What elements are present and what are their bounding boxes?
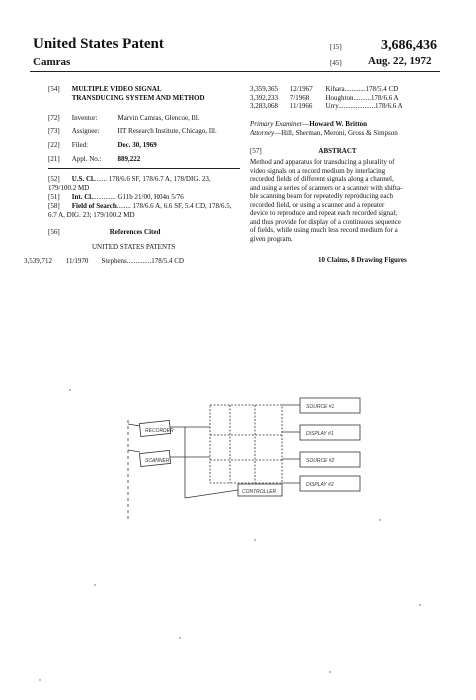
abstract-heading: ABSTRACT [318,147,357,155]
figure-controller-box [238,484,282,496]
field-52: [52] U.S. Cl........ 178/6.6 SF, 178/6.7 A, 178/DIG. 23, 179/100.2 MD [48,175,211,192]
field-56-code: [56] [48,228,60,236]
field-58: [58] Field of Search........ 178/6.6 A, 6.6 SF, 5.4 CD, 178/6.5, 6.7 A, DIG. 23; 179/100.2 MD [48,202,232,219]
examiner-label: Primary Examiner [250,120,303,128]
claims-count: 10 Claims, 8 Drawing Figures [318,256,407,264]
header-rule [30,71,440,72]
field-52-value: 178/6.6 SF, 178/6.7 A, 178/DIG. 23, 179/100.2 MD [48,175,211,192]
abstract-line: Method and apparatus for transducing a plurality of [250,158,395,166]
abstract-line: of fields, while using much less record medium for a [250,226,398,234]
examiner-value: Howard W. Britton [309,120,368,128]
field-54 [48,85,228,102]
figure-label-scanner: SCANNER [145,458,170,464]
abstract-line: recorded fields of different signals along a channel, [250,175,394,183]
issue-date: Aug. 22, 1972 [368,55,432,67]
field-56-label: References Cited [109,228,161,236]
field-57-code: [57] [250,147,262,155]
abstract-line: device to reproduce and repeat each recorded signal; [250,209,398,217]
field-21-label: Appl. No.: [71,155,102,163]
field-52-code: [52] [48,175,60,183]
ref-name: Stephens [101,257,127,265]
field-51: [51] Int. Cl.............. G11b 21/00, H04n 5/76 [48,193,184,201]
ref-number: 3,283,068 [250,102,278,110]
figure-label-source-1: SOURCE #1 [306,404,335,410]
field-73-code: [73] [48,127,60,135]
field-57 [250,147,455,156]
figure-recorder-box [139,420,174,436]
abstract-line: and using a series of scanners or a scanner with shifta- [250,183,403,192]
figure-source-2-box [300,452,360,467]
ref-number: 3,359,365 [250,85,278,93]
field-73-value: IIT Research Institute, Chicago, Ill. [117,127,217,135]
ref-class: 178/5.4 CD [151,257,184,265]
figure-label-recorder: RECORDER [145,428,174,434]
us-patents-heading: UNITED STATES PATENTS [92,243,176,251]
patent-figure [0,380,476,700]
abstract-text [250,158,462,243]
field-51-code: [51] [48,193,60,201]
figure-label-controller: CONTROLLER [242,489,277,495]
ref-name: Kihara [325,85,345,93]
figure-label-display-2: DISPLAY #2 [306,482,334,488]
reference-row-left: 3,539,712 11/1970 Stephens..............178/5.4 CD [24,257,184,265]
issue-date-code: [45] [330,59,342,67]
field-72-code: [72] [48,114,60,122]
field-72-label: Inventor: [71,114,98,122]
field-21 [48,155,238,164]
figure-display-2-box [300,476,360,491]
field-54-code: [54] [48,85,60,93]
figure-label-display-1: DISPLAY #1 [306,431,334,437]
field-22-label: Filed: [71,141,89,149]
invention-title: MULTIPLE VIDEO SIGNAL TRANSDUCING SYSTEM AND METHOD [71,85,205,102]
field-22-value: Dec. 30, 1969 [117,141,157,149]
reference-row: 3,359,365 12/1967 Kihara............178/5.4 CD [250,85,399,93]
figure-source-1-box [300,398,360,413]
abstract-line: ble scanning beam for repeatedly reproducing each [250,192,394,200]
field-22 [48,141,238,150]
reference-row: 3,392,233 7/1968 Houghton..........178/6.6 A [250,93,399,102]
ref-class: 178/6.6 A [375,102,403,110]
ref-name: Houghton [325,93,354,102]
field-73-label: Assignee: [71,127,100,135]
field-58-value: 178/6.6 A, 6.6 SF, 5.4 CD, 178/6.5, 6.7 A, DIG. 23; 179/100.2 MD [48,202,232,219]
ref-class: 178/5.4 CD [365,85,399,93]
primary-examiner: Primary Examiner—Howard W. Britton [250,120,368,128]
field-51-label: Int. Cl. [71,193,93,201]
patent-number: 3,686,436 [381,38,437,53]
ref-date: 11/1970 [65,257,89,265]
field-54-title [72,85,212,102]
field-72 [48,114,238,123]
field-21-value: 889,222 [117,155,141,163]
abstract-line: video signals on a record medium by interlacing [250,166,386,175]
attorney-label: Attorney [250,129,275,137]
attorney-value: Hill, Sherman, Meroni, Gross & Simpson [281,129,398,137]
reference-row: 3,283,068 11/1966 Urry.....................178/6.6 A [250,102,403,110]
field-51-value: G11b 21/00, H04n 5/76 [117,193,184,201]
field-52-label: U.S. Cl. [71,175,95,183]
field-58-code: [58] [48,202,60,210]
patent-title: United States Patent [33,36,164,52]
figure-scanner-box [139,450,170,466]
abstract-line: recorded field, or using a scanner and a repeater [250,200,385,209]
ref-number: 3,539,712 [24,257,52,265]
figure-display-1-box [300,425,360,440]
field-72-value: Marvin Camras, Glencoe, Ill. [117,114,200,122]
figure-label-source-2: SOURCE #2 [306,458,335,464]
field-73 [48,127,248,136]
inventor-short-name: Camras [33,56,71,68]
ref-name: Urry [325,102,339,110]
ref-date: 7/1968 [289,93,310,102]
abstract-line: and thus provide for display of a continuous sequence [250,217,401,226]
ref-class: 178/6.6 A [371,93,399,102]
field-58-label: Field of Search [71,202,117,210]
ref-number: 3,392,233 [250,93,278,102]
abstract-line: given program. [250,234,293,243]
attorney: Attorney—Hill, Sherman, Meroni, Gross & Simpson [250,129,398,137]
patent-number-code: [15] [330,43,342,51]
field-56 [48,228,240,237]
field-22-code: [22] [48,141,60,149]
figure-switch-network [210,405,282,483]
ref-date: 12/1967 [289,85,313,93]
left-rule-1 [48,168,240,169]
field-21-code: [21] [48,155,60,163]
ref-date: 11/1966 [289,102,313,110]
right-references [250,85,455,111]
